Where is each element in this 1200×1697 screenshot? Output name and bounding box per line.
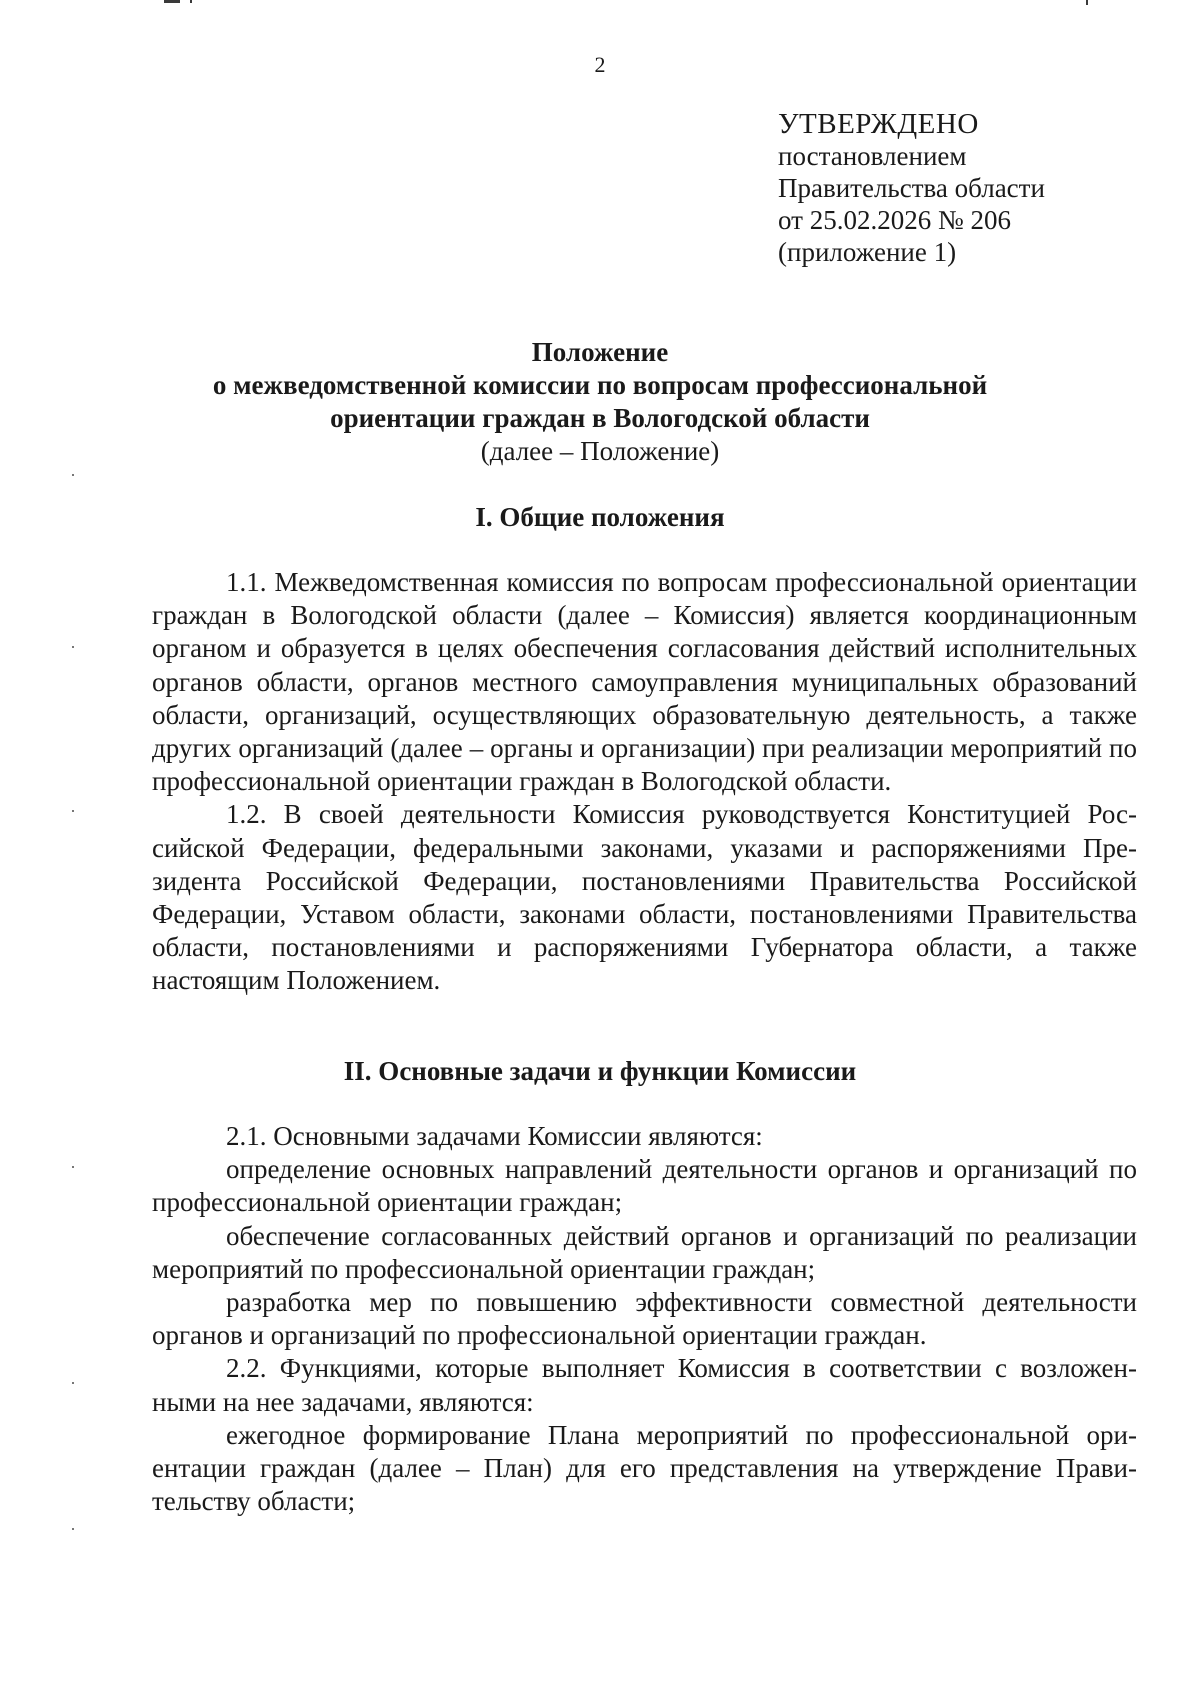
approval-line: от 25.02.2026 № 206 xyxy=(778,205,1011,235)
section-2-body xyxy=(152,1120,1137,1518)
margin-dot xyxy=(72,810,74,812)
title-line: ориентации граждан в Вологодской области xyxy=(330,403,870,433)
page-number: 2 xyxy=(594,52,606,77)
margin-dot xyxy=(72,1528,74,1530)
paragraph: разработка мер по повышению эффективности совместной деятельности органов и организаций по профессиональной ориентации граждан. xyxy=(152,1287,1137,1351)
approval-line: Правительства области xyxy=(778,173,1045,203)
document-title xyxy=(0,336,1200,468)
paragraph: определение основных направлений деятельности органов и организаций по профессиональной ориентации граждан; xyxy=(152,1154,1137,1218)
paragraph: 1.2. В своей деятельности Комиссия руководствуется Конституцией Российской Федерации, федеральными законами, указами и распоряжениями Президента Российской Федерации, постановлениями Правительства Российской Федерации, Уставом области, законами области, постановлениями Правительства области, постановлениями и распоряжениями Губернатора области, а также настоящим Положением. xyxy=(152,799,1137,996)
margin-dot xyxy=(72,474,74,476)
section-2-heading: II. Основные задачи и функции Комиссии xyxy=(343,1056,857,1086)
scan-edge-mark xyxy=(164,0,180,3)
title-line: Положение xyxy=(531,337,669,367)
approval-line: (приложение 1) xyxy=(778,237,957,267)
margin-dot xyxy=(72,1382,74,1384)
section-1-heading: I. Общие положения xyxy=(475,502,725,532)
scan-edge-mark xyxy=(1086,0,1088,5)
paragraph: 2.2. Функциями, которые выполняет Комиссия в соответствии с возложенными на нее задачами, являются: xyxy=(152,1353,1137,1417)
paragraph: 1.1. Межведомственная комиссия по вопросам профессиональной ориентации граждан в Вологодской области (далее – Комиссия) является координационным органом и образуется в целях обеспечения согласования действий исполнительных органов области, органов местного самоуправления муниципальных образований области, организаций, осуществляющих образовательную деятельность, а также других организаций (далее – органы и организации) при реализации мероприятий по профессиональной ориентации граждан в Вологодской области. xyxy=(152,567,1137,797)
paragraph: ежегодное формирование Плана мероприятий по профессиональной ориентации граждан (далее – План) для его представления на утверждение Правительству области; xyxy=(152,1419,1137,1517)
paragraph: 2.1. Основными задачами Комиссии являются: xyxy=(226,1121,763,1151)
section-1-body xyxy=(152,566,1137,998)
paragraph: обеспечение согласованных действий органов и организаций по реализации мероприятий по профессиональной ориентации граждан; xyxy=(152,1220,1137,1284)
approval-stamp-block xyxy=(778,108,1045,268)
title-line: о межведомственной комиссии по вопросам профессиональной xyxy=(212,370,988,400)
approval-line: постановлением xyxy=(778,141,967,171)
margin-dot xyxy=(72,1166,74,1168)
margin-dot xyxy=(72,646,74,648)
scan-edge-mark xyxy=(190,0,192,3)
approval-title: УТВЕРЖДЕНО xyxy=(778,108,979,140)
title-note: (далее – Положение) xyxy=(480,436,720,466)
